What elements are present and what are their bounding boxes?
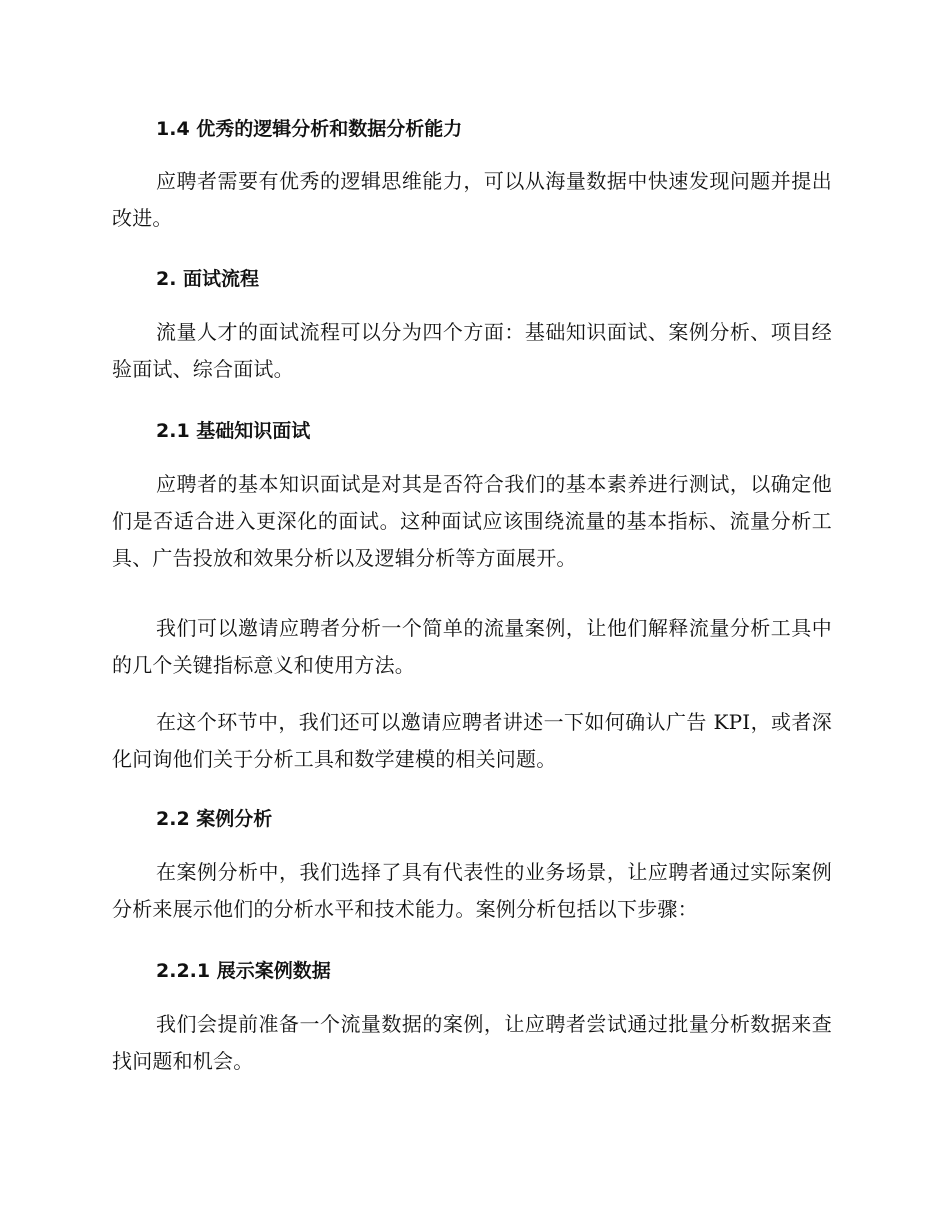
paragraph-text: 应聘者需要有优秀的逻辑思维能力，可以从海量数据中快速发现问题并提出改进。 <box>112 169 832 230</box>
paragraph-text: 我们可以邀请应聘者分析一个简单的流量案例，让他们解释流量分析工具中的几个关键指标意义和使用方法。 <box>112 616 832 677</box>
section-heading-1-4: 1.4 优秀的逻辑分析和数据分析能力 <box>156 118 463 140</box>
section-heading-2: 2. 面试流程 <box>156 268 260 290</box>
paragraph-logic-ability <box>112 163 832 237</box>
section-heading-2-2: 2.2 案例分析 <box>156 808 273 830</box>
paragraph-basic-knowledge <box>112 466 832 577</box>
paragraph-kpi <box>112 704 832 778</box>
paragraph-text: 应聘者的基本知识面试是对其是否符合我们的基本素养进行测试，以确定他们是否适合进入更深化的面试。这种面试应该围绕流量的基本指标、流量分析工具、广告投放和效果分析以及逻辑分析等方面展开。 <box>112 472 832 570</box>
paragraph-case-analysis <box>112 854 832 928</box>
paragraph-text: 在这个环节中，我们还可以邀请应聘者讲述一下如何确认广告 KPI，或者深化问询他们关于分析工具和数学建模的相关问题。 <box>112 710 832 771</box>
section-heading-2-2-1: 2.2.1 展示案例数据 <box>156 960 331 982</box>
section-heading-2-1: 2.1 基础知识面试 <box>156 420 311 442</box>
paragraph-text: 我们会提前准备一个流量数据的案例，让应聘者尝试通过批量分析数据来查找问题和机会。 <box>112 1012 832 1073</box>
paragraph-text: 流量人才的面试流程可以分为四个方面：基础知识面试、案例分析、项目经验面试、综合面试。 <box>112 320 832 381</box>
paragraph-text: 在案例分析中，我们选择了具有代表性的业务场景，让应聘者通过实际案例分析来展示他们的分析水平和技术能力。案例分析包括以下步骤： <box>112 860 832 921</box>
paragraph-interview-process <box>112 314 832 388</box>
paragraph-case-data <box>112 1006 832 1080</box>
paragraph-traffic-case <box>112 610 832 684</box>
